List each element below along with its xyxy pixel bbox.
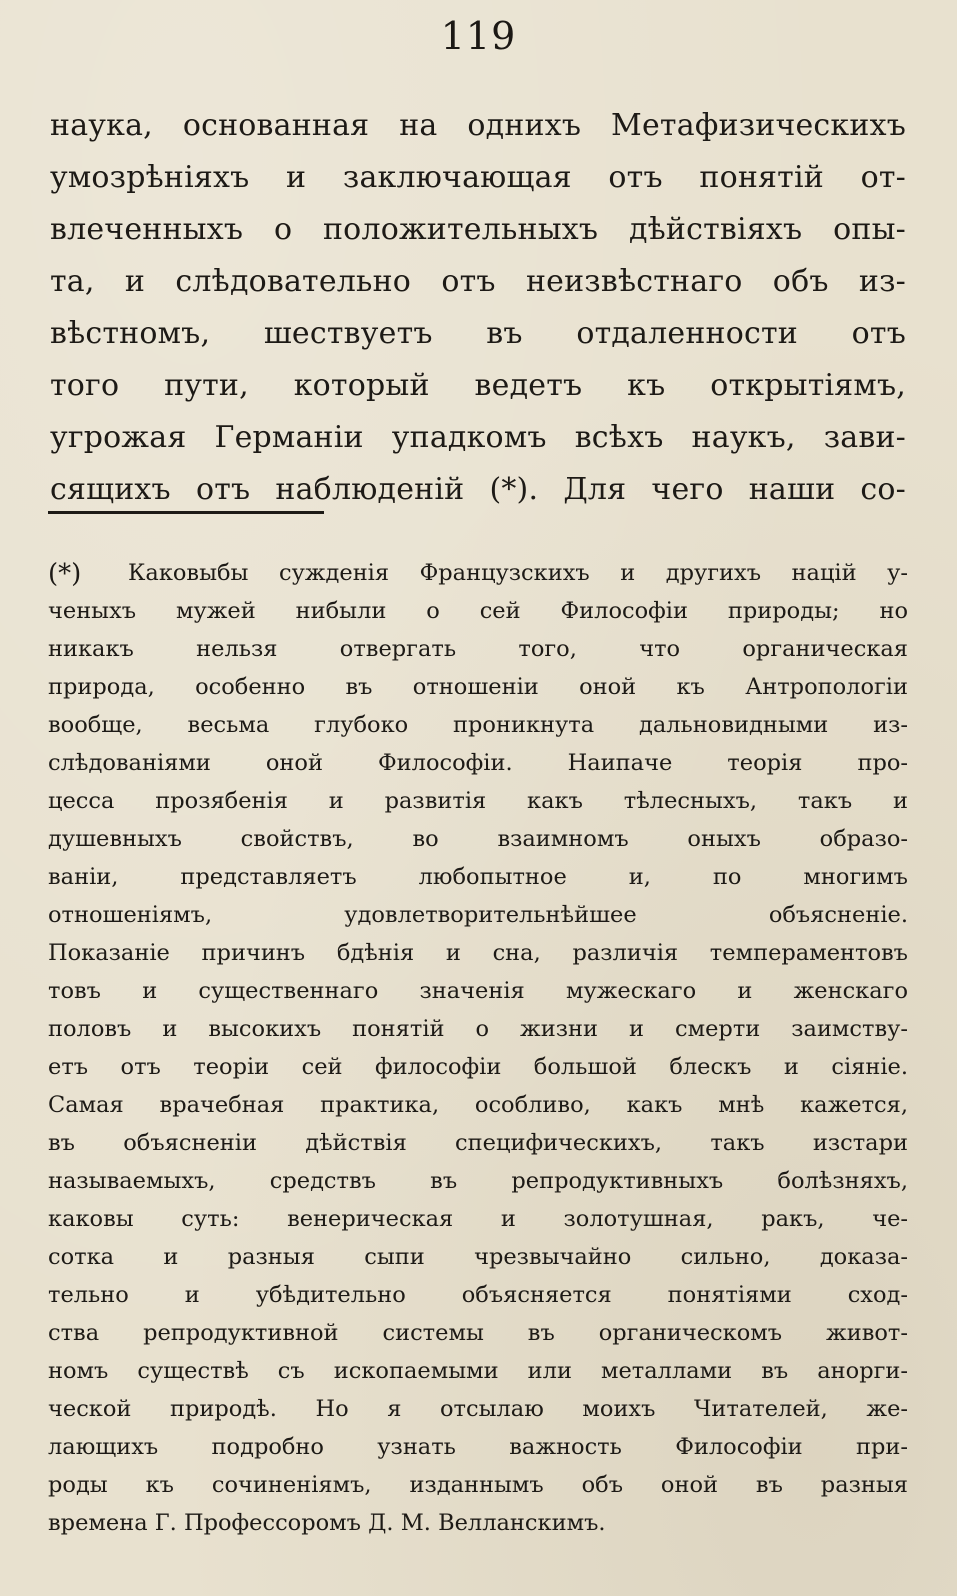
text-line: угрожая Германіи упадкомъ всѣхъ наукъ, зави- <box>50 420 906 455</box>
text-line: влеченныхъ о положительныхъ дѣйствіяхъ опы- <box>50 212 906 247</box>
text-line: наука, основанная на однихъ Метафизическихъ <box>50 108 906 143</box>
footnote-line: никакъ нельзя отвергать того, что органическая <box>48 636 908 662</box>
text-line: умозрѣніяхъ и заключающая отъ понятій от- <box>50 160 906 195</box>
footnote-divider <box>48 511 324 514</box>
footnote-line: ваніи, представляетъ любопытное и, по многимъ <box>48 864 908 890</box>
footnote-line: природа, особенно въ отношеніи оной къ Антропологіи <box>48 674 908 700</box>
footnote-marker: (*) <box>48 559 82 589</box>
footnote-line: душевныхъ свойствъ, во взаимномъ оныхъ образо- <box>48 826 908 852</box>
footnote-text <box>48 554 908 1542</box>
footnote-line: слѣдованіями оной Философіи. Наипаче теорія про- <box>48 750 908 776</box>
footnote-line: роды къ сочиненіямъ, изданнымъ объ оной въ разныя <box>48 1472 908 1498</box>
footnote-line: отношеніямъ, удовлетворительнѣйшее объясненіе. <box>48 902 908 928</box>
footnote-line: ченыхъ мужей нибыли о сей Философіи природы; но <box>48 598 908 624</box>
footnote-line: ства репродуктивной системы въ органическомъ живот- <box>48 1320 908 1346</box>
page-number: 119 <box>440 14 517 58</box>
footnote-line: половъ и высокихъ понятій о жизни и смерти заимству- <box>48 1016 908 1042</box>
main-text <box>50 100 906 516</box>
footnote-line: сотка и разныя сыпи чрезвычайно сильно, доказа- <box>48 1244 908 1270</box>
footnote-line: Показаніе причинъ бдѣнія и сна, различія темпераментовъ <box>48 940 908 966</box>
text-line: вѣстномъ, шествуетъ въ отдаленности отъ <box>50 316 906 351</box>
footnote-line: тельно и убѣдительно объясняется понятіями сход- <box>48 1282 908 1308</box>
footnote-line: товъ и существеннаго значенія мужескаго и женскаго <box>48 978 908 1004</box>
footnote-line: въ объясненіи дѣйствія специфическихъ, такъ изстари <box>48 1130 908 1156</box>
text-line: та, и слѣдовательно отъ неизвѣстнаго объ из- <box>50 264 906 299</box>
footnote-line: номъ существѣ съ ископаемыми или металлами въ анорги- <box>48 1358 908 1384</box>
text-line: сящихъ отъ наблюденій (*). Для чего наши со- <box>50 472 906 507</box>
footnote-line: каковы суть: венерическая и золотушная, ракъ, че- <box>48 1206 908 1232</box>
footnote-line: Каковыбы сужденія Французскихъ и другихъ націй у- <box>128 560 908 586</box>
footnote-line: лающихъ подробно узнать важность Философіи при- <box>48 1434 908 1460</box>
footnote-line: вообще, весьма глубоко проникнута дальновидными из- <box>48 712 908 738</box>
footnote-line: етъ отъ теоріи сей философіи большой блескъ и сіяніе. <box>48 1054 908 1080</box>
footnote-line: называемыхъ, средствъ въ репродуктивныхъ болѣзняхъ, <box>48 1168 908 1194</box>
footnote-line: ческой природѣ. Но я отсылаю моихъ Читателей, же- <box>48 1396 908 1422</box>
text-line: того пути, который ведетъ къ открытіямъ, <box>50 368 906 403</box>
footnote-line: цесса прозябенія и развитія какъ тѣлесныхъ, такъ и <box>48 788 908 814</box>
footnote-line: времена Г. Профессоромъ Д. М. Велланскимъ. <box>48 1510 606 1536</box>
footnote-line: Самая врачебная практика, особливо, какъ мнѣ кажется, <box>48 1092 908 1118</box>
